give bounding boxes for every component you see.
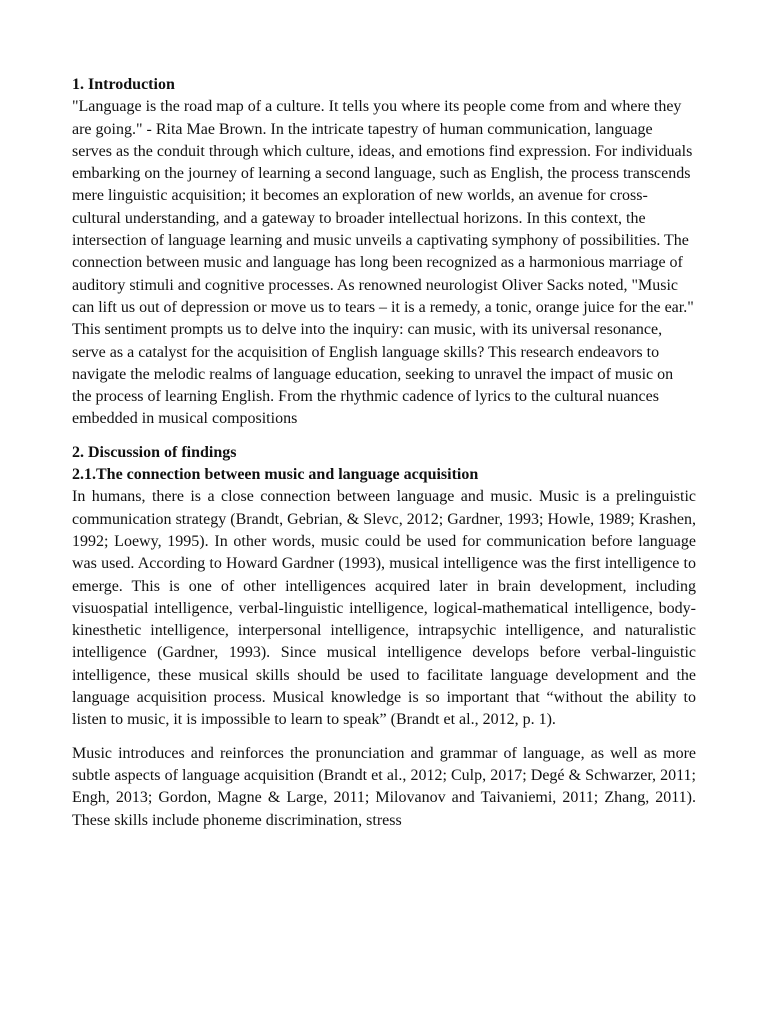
document-page xyxy=(72,74,696,843)
section-2-1-subheading: 2.1.The connection between music and language acquisition xyxy=(72,466,479,484)
section-1-heading: 1. Introduction xyxy=(72,76,175,93)
section-2-heading: 2. Discussion of findings xyxy=(72,443,237,461)
findings-paragraph-1: In humans, there is a close connection between language and music. Music is a prelinguistic communication strategy (Brandt, Gebrian, & Slevc, 2012; Gardner, 1993; Howle, 1989; Krashen, 1992; Loewy, 1995). In other words, music could be used for communication before language was used. According to Howard Gardner (1993), musical intelligence was the first intelligence to emerge. This is one of other intelligences acquired later in brain development, including visuospatial intelligence, verbal-linguistic intelligence, logical-mathematical intelligence, body-kinesthetic intelligence, interpersonal intelligence, intrapsychic intelligence, and naturalistic intelligence (Gardner, 1993). Since musical intelligence develops before verbal-linguistic intelligence, these musical skills should be used to facilitate language development and the language acquisition process. Musical knowledge is so important that “without the ability to listen to music, it is impossible to learn to speak” (Brandt et al., 2012, p. 1). xyxy=(72,488,696,729)
findings-paragraph-2: Music introduces and reinforces the pronunciation and grammar of language, as well as more subtle aspects of language acquisition (Brandt et al., 2012; Culp, 2017; Degé & Schwarzer, 2011; Engh, 2013; Gordon, Magne & Large, 2011; Milovanov and Taivaniemi, 2011; Zhang, 2011). These skills include phoneme discrimination, stress xyxy=(72,744,696,829)
introduction-paragraph: "Language is the road map of a culture. It tells you where its people come from and where they are going." - Rita Mae Brown. In the intricate tapestry of human communication, language serves as the conduit through which culture, ideas, and emotions find expression. For individuals embarking on the journey of learning a second language, such as English, the process transcends mere linguistic acquisition; it becomes an exploration of new worlds, an avenue for cross-cultural understanding, and a gateway to broader intellectual horizons. In this context, the intersection of language learning and music unveils a captivating symphony of possibilities. The connection between music and language has long been recognized as a harmonious marriage of auditory stimuli and cognitive processes. As renowned neurologist Oliver Sacks noted, "Music can lift us out of depression or move us to tears – it is a remedy, a tonic, orange juice for the ear." This sentiment prompts us to delve into the inquiry: can music, with its universal resonance, serve as a catalyst for the acquisition of English language skills? This research endeavors to navigate the melodic realms of language education, seeking to unravel the impact of music on the process of learning English. From the rhythmic cadence of lyrics to the cultural nuances embedded in musical compositions xyxy=(72,98,694,428)
